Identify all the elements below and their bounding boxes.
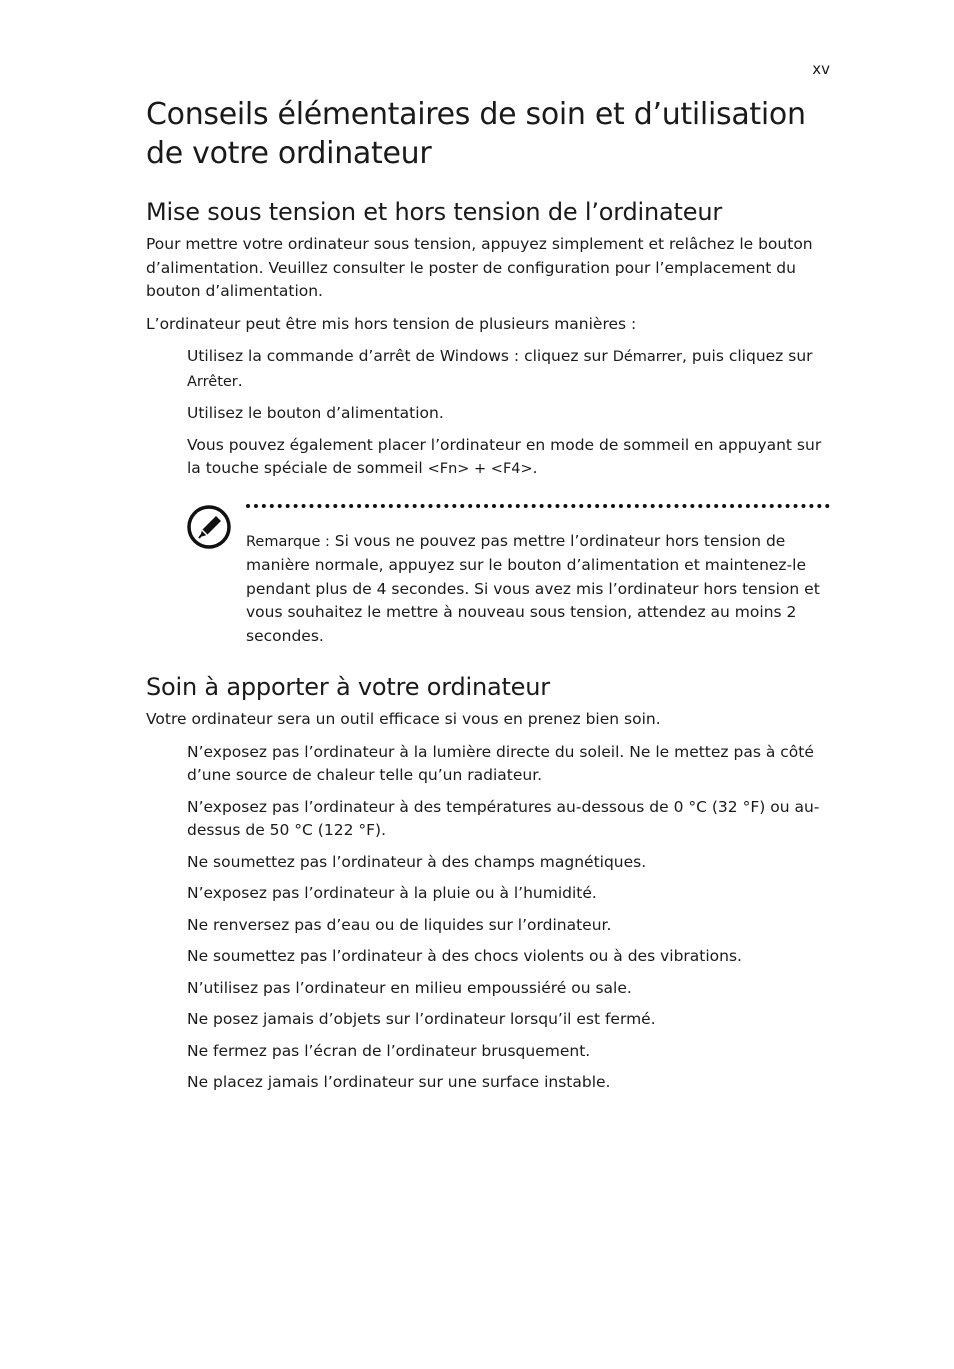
sleep-hotkey: <Fn> + <F4> xyxy=(427,461,533,477)
list-item: N’exposez pas l’ordinateur à la lumière directe du soleil. Ne le mettez pas à côté d’une source de chaleur telle qu’un radiateur. xyxy=(187,742,814,784)
list-item: Utilisez le bouton d’alimentation. xyxy=(187,404,444,422)
page-number: xv xyxy=(812,60,830,78)
list-item xyxy=(187,434,836,482)
list-item: N’exposez pas l’ordinateur à la pluie ou à l’humidité. xyxy=(187,884,597,902)
power-off-list xyxy=(146,345,836,482)
list-item xyxy=(187,345,836,394)
power-paragraph-2: L’ordinateur peut être mis hors tension de plusieurs manières : xyxy=(146,314,637,333)
list-item: N’utilisez pas l’ordinateur en milieu empoussiéré ou sale. xyxy=(187,978,632,997)
list-item: Ne renversez pas d’eau ou de liquides sur l’ordinateur. xyxy=(187,915,612,934)
list-item-text: Vous pouvez également placer l’ordinateur en mode de sommeil en appuyant sur la touche spéciale de sommeil xyxy=(187,435,822,477)
start-command: Démarrer xyxy=(612,349,683,365)
list-item: Ne soumettez pas l’ordinateur à des chocs violents ou à des vibrations. xyxy=(187,947,742,965)
page-content xyxy=(146,95,836,1103)
note-label: Remarque : xyxy=(246,533,330,550)
list-item-text: . xyxy=(237,371,243,390)
note-body: Si vous ne pouvez pas mettre l’ordinateur hors tension de manière normale, appuyez sur le bouton d’alimentation et maintenez-le pendant plus de 4 secondes. Si vous avez mis l’ordinateur hors tension et vous souhaitez le mettre à nouveau sous tension, attendez au moins 2 secondes. xyxy=(246,531,820,645)
list-item-text: , puis cliquez sur xyxy=(682,347,813,365)
list-item-text: Utilisez la commande d’arrêt de Windows : cliquez sur xyxy=(187,347,613,365)
list-item: N’exposez pas l’ordinateur à des températures au-dessous de 0 °C (32 °F) ou au-dessus de 50 °C (122 °F). xyxy=(187,797,820,839)
note-box xyxy=(146,504,836,649)
list-item: Ne fermez pas l’écran de l’ordinateur brusquement. xyxy=(187,1041,591,1060)
care-intro: Votre ordinateur sera un outil efficace si vous en prenez bien soin. xyxy=(146,710,661,728)
list-item: Ne soumettez pas l’ordinateur à des champs magnétiques. xyxy=(187,852,647,871)
power-paragraph-1: Pour mettre votre ordinateur sous tension, appuyez simplement et relâchez le bouton d’alimentation. Veuillez consulter le poster de configuration pour l’emplacement du bouton d’alimentation. xyxy=(146,235,813,300)
note-text xyxy=(246,530,836,649)
shutdown-command: Arrêter xyxy=(187,373,238,390)
list-item: Ne posez jamais d’objets sur l’ordinateur lorsqu’il est fermé. xyxy=(187,1010,656,1028)
note-pencil-icon xyxy=(186,504,232,550)
section-heading-care: Soin à apporter à votre ordinateur xyxy=(146,673,550,701)
page-title: Conseils élémentaires de soin et d’utilisation de votre ordinateur xyxy=(146,97,806,171)
care-list xyxy=(146,741,836,1095)
list-item-text: . xyxy=(532,459,538,477)
list-item: Ne placez jamais l’ordinateur sur une surface instable. xyxy=(187,1073,611,1091)
section-heading-power: Mise sous tension et hors tension de l’ordinateur xyxy=(146,198,722,226)
note-divider xyxy=(246,504,830,508)
